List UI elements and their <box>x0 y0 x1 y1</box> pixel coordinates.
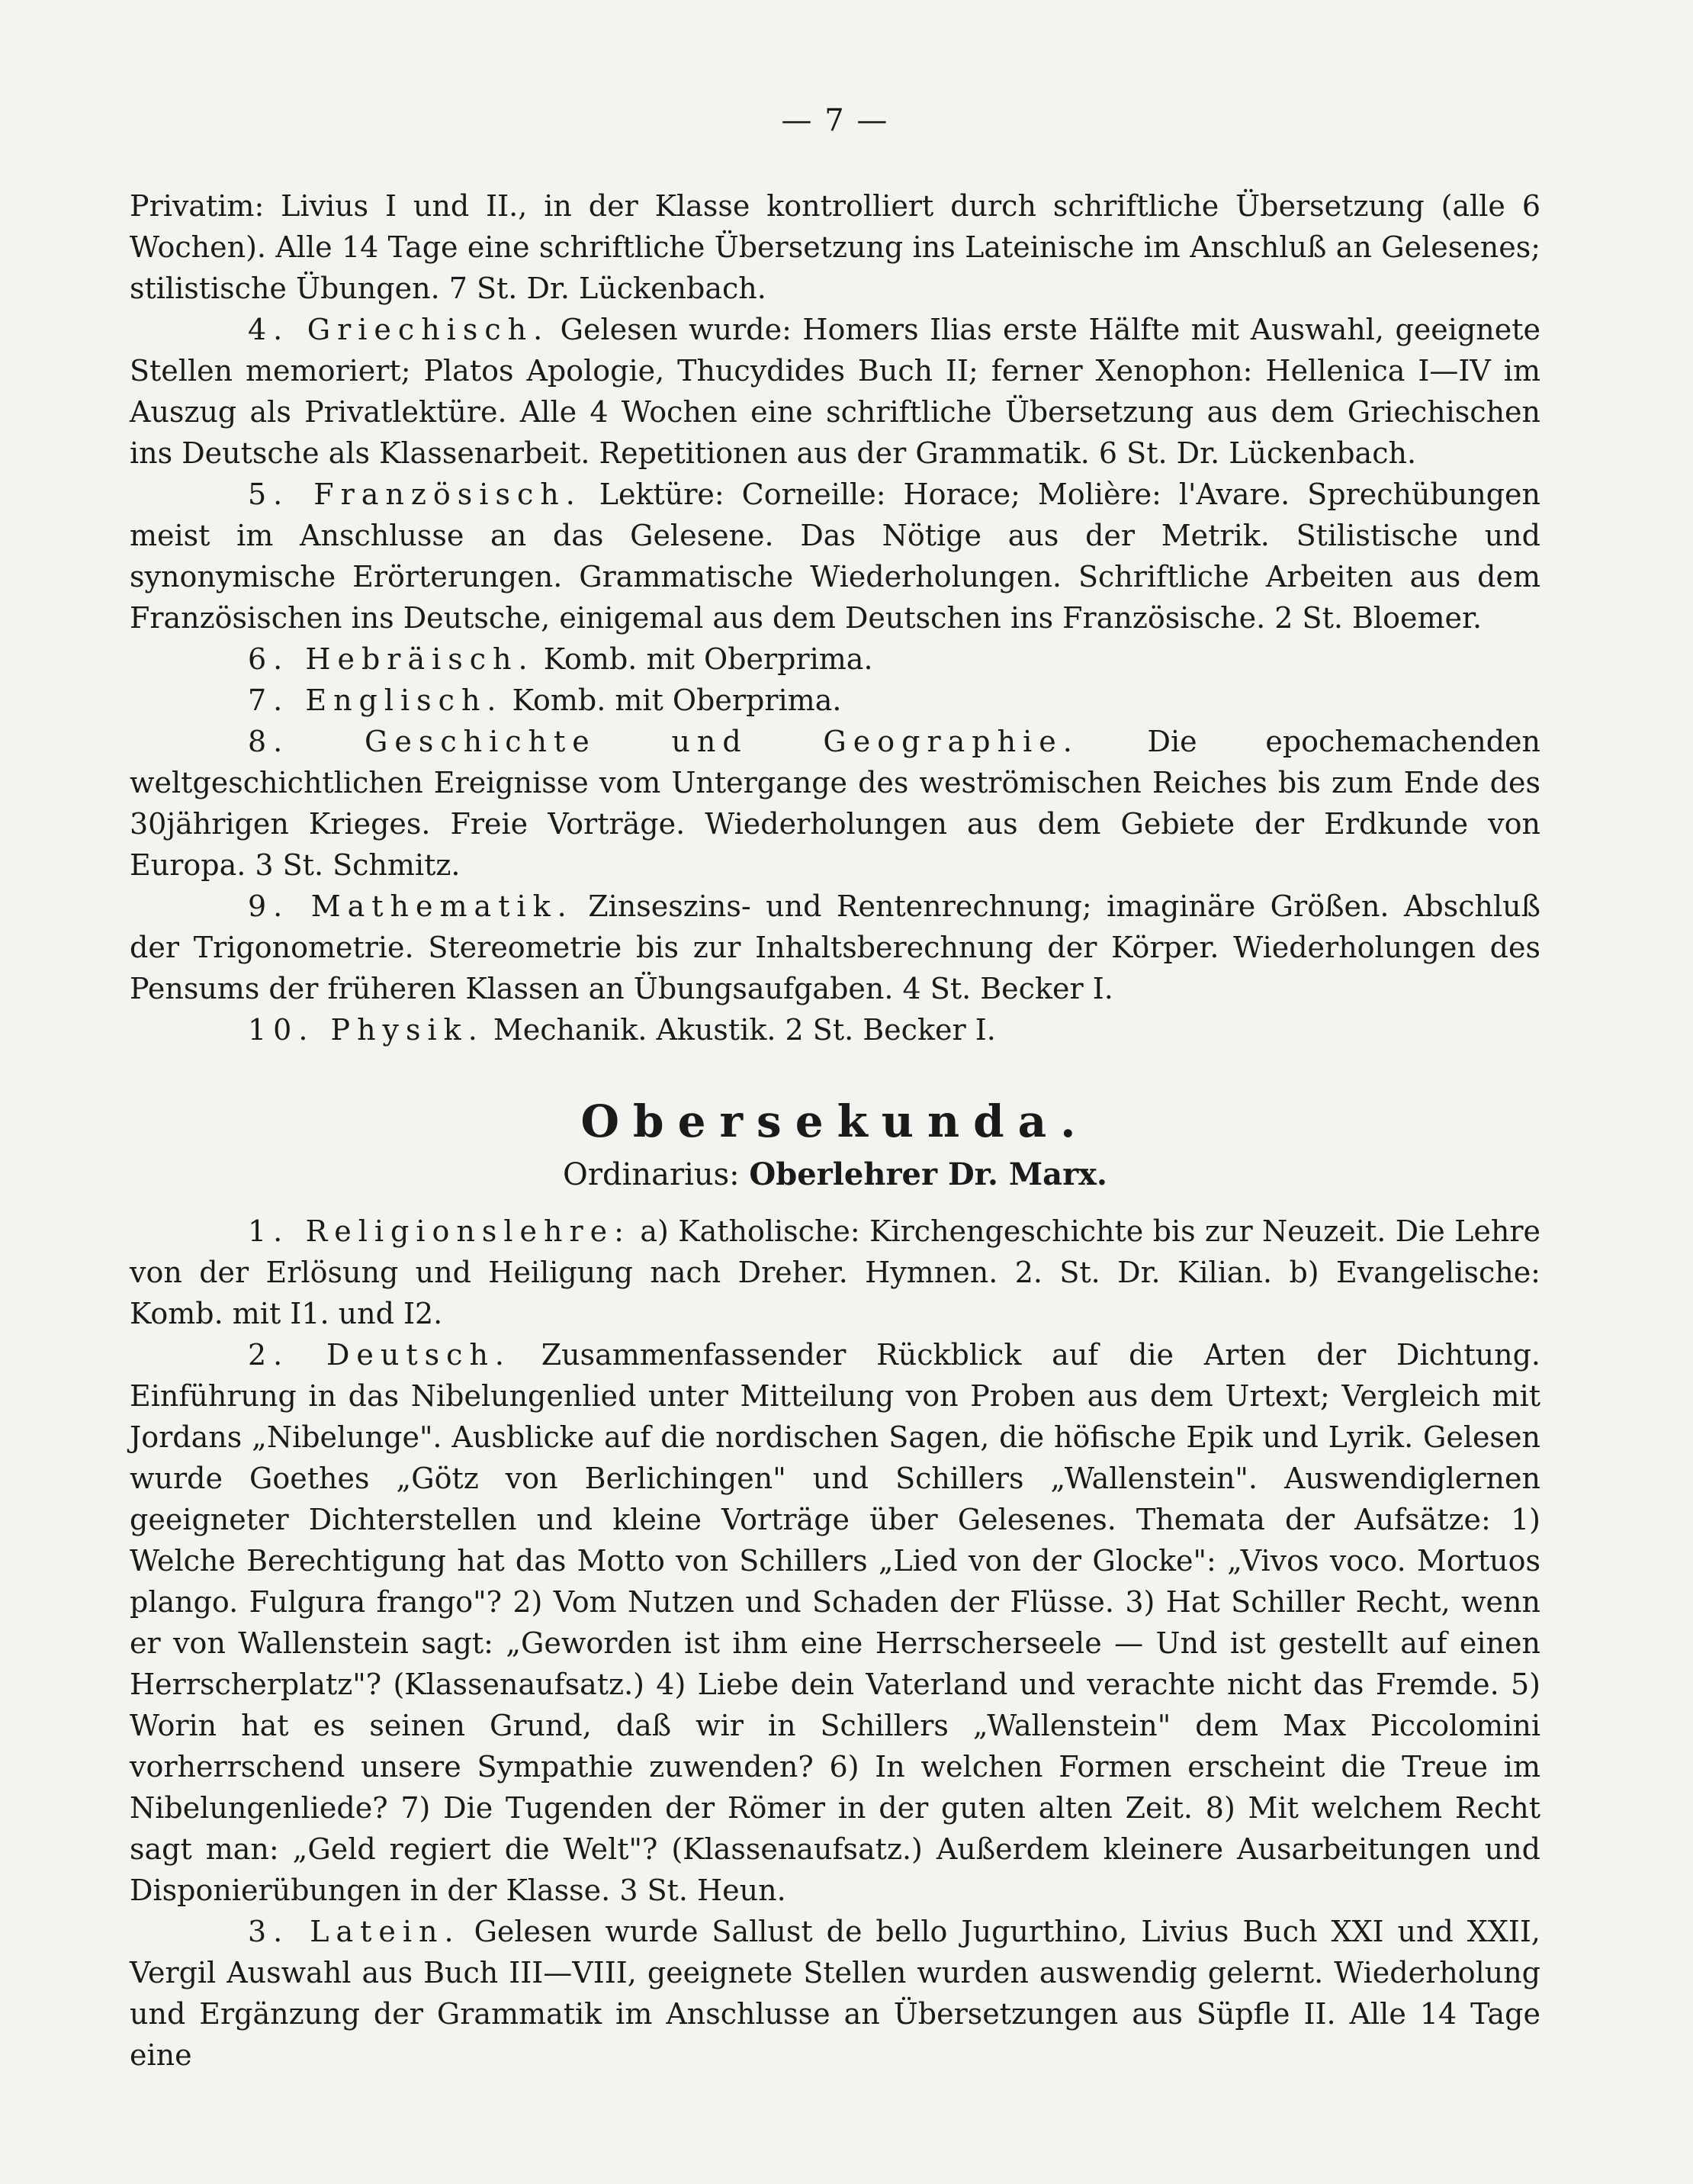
subject-heading: 5. Französisch. <box>248 478 582 511</box>
subject-heading: 2. Deutsch. <box>248 1338 511 1372</box>
paragraph-mathematik <box>130 886 1540 1009</box>
subject-heading: 7. Englisch. <box>248 684 503 717</box>
ordinarius-line <box>130 1154 1540 1195</box>
page-number: — 7 — <box>781 103 889 138</box>
subject-heading: 6. Hebräisch. <box>248 642 535 676</box>
paragraph-text: Gelesen wurde Sallust de bello Jugurthino, Livius Buch XXI und XXII, Vergil Auswahl aus Buch III—VIII, geeignete Stellen wurden auswendig gelernt. Wiederholung und Ergänzung der Grammatik im Anschlusse an Übersetzungen aus Süpfle II. Alle 14 Tage eine <box>130 1915 1540 2072</box>
paragraph-latein <box>130 1911 1540 2076</box>
paragraph-text: Mechanik. Akustik. 2 St. Becker I. <box>483 1013 996 1047</box>
paragraph-griechisch <box>130 309 1540 474</box>
paragraph-franzoesisch <box>130 474 1540 638</box>
paragraph-latin-privatim: Privatim: Livius I und II., in der Klasse kontrolliert durch schriftliche Übersetzung (alle 6 Wochen). Alle 14 Tage eine schriftliche Übersetzung ins Lateinische im Anschluß an Gelesenes; stilistische Übungen. 7 St. Dr. Lückenbach. <box>130 189 1540 305</box>
paragraph-text: Komb. mit Oberprima. <box>534 642 873 676</box>
paragraph-religionslehre <box>130 1211 1540 1334</box>
paragraph-text: Zusammenfassender Rückblick auf die Arten der Dichtung. Einführung in das Nibelungenlied unter Mitteilung von Proben aus dem Urtext; Vergleich mit Jordans „Nibelunge". Ausblicke auf die nordischen Sagen, die höfische Epik und Lyrik. Gelesen wurde Goethes „Götz von Berlichingen" und Schillers „Wallenstein". Auswendiglernen geeigneter Dichterstellen und kleine Vorträge über Gelesenes. Themata der Aufsätze: 1) Welche Berechtigung hat das Motto von Schillers „Lied von der Glocke": „Vivos voco. Mortuos plango. Fulgura frango"? 2) Vom Nutzen und Schaden der Flüsse. 3) Hat Schiller Recht, wenn er von Wallenstein sagt: „Geworden ist ihm eine Herrscherseele — Und ist gestellt auf einen Herrscherplatz"? (Klassenaufsatz.) 4) Liebe dein Vaterland und verachte nicht das Fremde. 5) Worin hat es seinen Grund, daß wir in Schillers „Wallenstein" dem Max Piccolomini vorherrschend unsere Sympathie zuwenden? 6) In welchen Formen erscheint die Treue im Nibelungenliede? 7) Die Tugenden der Römer in der guten alten Zeit. 8) Mit welchem Recht sagt man: „Geld regiert die Welt"? (Klassenaufsatz.) Außerdem kleinere Ausarbeitungen und Disponierübungen in der Klasse. 3 St. Heun. <box>130 1338 1540 1907</box>
paragraph-text: Die epochemachenden weltgeschichtlichen Ereignisse vom Untergange des weströmischen Reiches bis zum Ende des 30jährigen Krieges. Freie Vorträge. Wiederholungen aus dem Gebiete der Erdkunde von Europa. 3 St. Schmitz. <box>130 725 1540 882</box>
paragraph-deutsch <box>130 1334 1540 1911</box>
paragraph-text: Gelesen wurde: Homers Ilias erste Hälfte mit Auswahl, geeignete Stellen memoriert; Platos Apologie, Thucydides Buch II; ferner Xenophon: Hellenica I—IV im Auszug als Privatlektüre. Alle 4 Wochen eine schriftliche Übersetzung aus dem Griechischen ins Deutsche als Klassenarbeit. Repetitionen aus der Grammatik. 6 St. Dr. Lückenbach. <box>130 313 1540 470</box>
subject-heading: 4. Griechisch. <box>248 313 550 346</box>
subject-heading: 8. Geschichte und Geographie. <box>248 725 1079 758</box>
paragraph-text: Komb. mit Oberprima. <box>503 684 842 717</box>
subject-heading: 9. Mathematik. <box>248 889 573 923</box>
ordinarius-name: Oberlehrer Dr. Marx. <box>749 1156 1107 1192</box>
paragraph-geschichte <box>130 721 1540 886</box>
subject-heading: 10. Physik. <box>248 1013 484 1047</box>
subject-heading: 3. Latein. <box>248 1915 461 1948</box>
section-title: Obersekunda. <box>580 1095 1090 1147</box>
paragraph-text: Lektüre: Corneille: Horace; Molière: l'Avare. Sprechübungen meist im Anschlusse an das Gelesene. Das Nötige aus der Metrik. Stilistische und synonymische Erörterungen. Grammatische Wiederholungen. Schriftliche Arbeiten aus dem Französischen ins Deutsche, einigemal aus dem Deutschen ins Französische. 2 St. Bloemer. <box>130 478 1540 635</box>
paragraph-hebraeisch <box>130 638 1540 680</box>
paragraph-text: a) Katholische: Kirchengeschichte bis zur Neuzeit. Die Lehre von der Erlösung und Heiligung nach Dreher. Hymnen. 2. St. Dr. Kilian. b) Evangelische: Komb. mit I1. und I2. <box>130 1214 1540 1330</box>
ordinarius-label: Ordinarius: <box>563 1157 750 1192</box>
paragraph-physik <box>130 1009 1540 1050</box>
paragraph-englisch <box>130 680 1540 721</box>
subject-heading: 1. Religionslehre: <box>248 1214 631 1248</box>
paragraph-text: Zinseszins- und Rentenrechnung; imaginäre Größen. Abschluß der Trigonometrie. Stereometrie bis zur Inhaltsberechnung der Körper. Wiederholungen des Pensums der früheren Klassen an Übungsaufgaben. 4 St. Becker I. <box>130 889 1540 1005</box>
